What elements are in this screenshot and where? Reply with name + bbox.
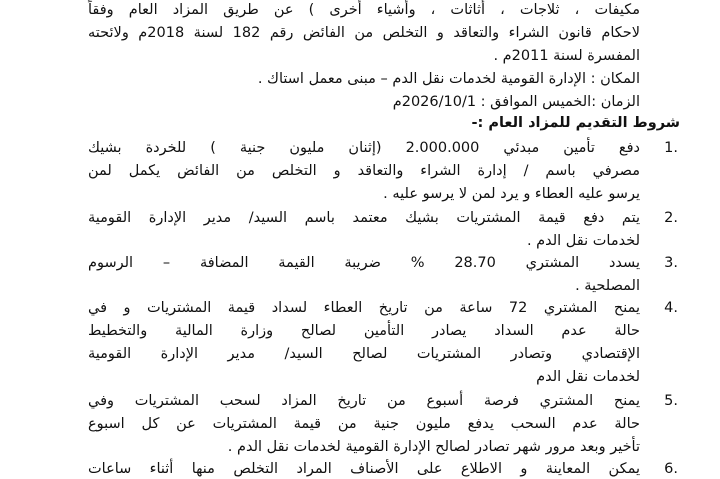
place-line: المكان : الإدارة القومية لخدمات نقل الدم – مبنى معمل استاك . xyxy=(257,71,640,87)
condition-4-line-4: لخدمات نقل الدم xyxy=(536,369,640,385)
intro-line-1: مكيفات ، ثلاجات ، أثاثات ، وأشياء أخرى ) عن طريق المزاد العام وفقاً xyxy=(88,2,640,18)
condition-4-line-3: الإقتصادي وتصادر المشتريات لصالح السيد/ مدير الإدارة القومية xyxy=(88,346,640,362)
condition-1-line-2: مصرفي باسم / إدارة الشراء والتعاقد و التخلص من الفائض يكمل لمن xyxy=(88,163,640,179)
condition-number: 5. xyxy=(664,393,678,409)
condition-number: 6. xyxy=(664,461,678,477)
condition-1-line-1: دفع تأمين مبدئي 2.000.000 (إثنان مليون جنية ) للخردة بشيك xyxy=(88,140,640,156)
condition-3-line-2: المصلحية . xyxy=(575,278,640,294)
condition-2-line-1: يتم دفع قيمة المشتريات بشيك معتمد باسم السيد/ مدير الإدارة القومية xyxy=(88,210,640,226)
time-line: الزمان :الخميس الموافق : 2026/10/1م xyxy=(392,94,640,110)
conditions-heading: شروط التقديم للمزاد العام :- xyxy=(471,115,680,131)
condition-2-line-2: لخدمات نقل الدم . xyxy=(526,233,640,249)
condition-6-line-1: يمكن المعاينة و الاطلاع على الأصناف المراد التخلص منها أثناء ساعات xyxy=(88,461,640,477)
condition-number: 4. xyxy=(664,300,678,316)
condition-4-line-1: يمنح المشتري 72 ساعة من تاريخ العطاء لسداد قيمة المشتريات و في xyxy=(88,300,640,316)
condition-3-line-1: يسدد المشتري 28.70 % ضريبة القيمة المضافة – الرسوم xyxy=(88,255,641,271)
condition-5-line-3: تأخير وبعد مرور شهر تصادر لصالح الإدارة القومية لخدمات نقل الدم . xyxy=(227,439,640,455)
condition-number: 1. xyxy=(664,140,678,156)
condition-number: 2. xyxy=(664,210,678,226)
intro-line-3: المفسرة لسنة 2011م . xyxy=(493,48,640,64)
condition-5-line-1: يمنح المشتري فرصة أسبوع من تاريخ المزاد لسحب المشتريات وفي xyxy=(88,393,640,409)
condition-5-line-2: حالة عدم السحب يدفع مليون جنية من قيمة المشتريات عن كل اسبوع xyxy=(88,416,640,432)
condition-4-line-2: حالة عدم السداد يصادر التأمين لصالح وزارة المالية والتخطيط xyxy=(88,323,640,339)
condition-1-line-3: يرسو عليه العطاء و يرد لمن لا يرسو عليه . xyxy=(383,186,640,202)
intro-line-2: لاحكام قانون الشراء والتعاقد و التخلص من الفائض رقم 182 لسنة 2018م ولائحته xyxy=(88,25,640,41)
condition-number: 3. xyxy=(664,255,678,271)
